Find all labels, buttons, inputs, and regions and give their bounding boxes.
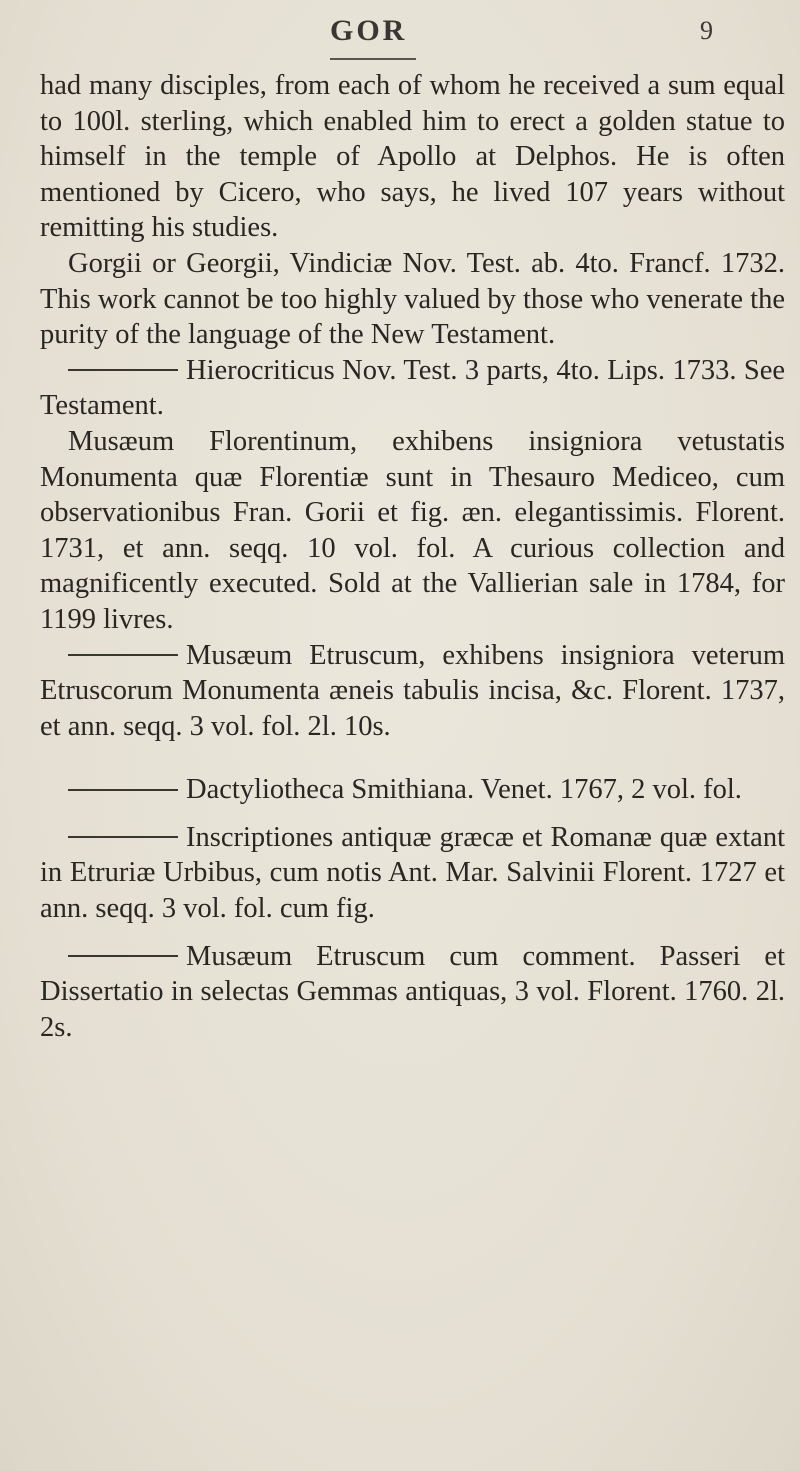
entry-florentinum: Musæum Florentinum, exhibens insigniora vetustatis Monumenta quæ Florentiæ sunt in Thesauro Mediceo, cum observationibus Fran. Gorii et fig. æn. elegantissimis. Florent. 1731, et ann. seqq. 10 vol. fol. A curious collection and magnificently executed. Sold at the Vallierian sale in 1784, for 1199 livres. [40,425,785,635]
header-rule [330,58,416,60]
spacer [40,808,785,820]
spacer [40,744,785,772]
entry-gorii: Gorgii or Georgii, Vindiciæ Nov. Test. ab. 4to. Francf. 1732. This work cannot be too highly valued by those who venerate the purity of the language of the New Testament. [40,247,785,351]
entry-hierocriticus-text: Hierocriticus Nov. Test. 3 parts, 4to. Lips. 1733. See Testament. [40,354,785,422]
entry-inscriptiones [40,820,785,927]
running-head [0,8,800,48]
entry-inscriptiones-text: Inscriptiones antiquæ græcæ et Romanæ quæ extant in Etruriæ Urbibus, cum notis Ant. Mar. Salvinii Florent. 1727 et ann. seqq. 3 vol. fol. cum fig. [40,821,785,925]
entry-hierocriticus [40,353,785,424]
ditto-dash [68,654,178,656]
entry-etruscum-comment-text: Musæum Etruscum cum comment. Passeri et Dissertatio in selectas Gemmas antiquas, 3 vol. Florent. 1760. 2l. 2s. [40,940,785,1043]
entry-dactyliotheca-text: Dactyliotheca Smithiana. Venet. 1767, 2 vol. fol. [186,774,742,806]
entry-dactyliotheca [40,772,785,808]
ditto-dash [68,789,178,791]
spacer [40,927,785,939]
entry-etruscum [40,638,785,745]
ditto-dash [68,369,178,371]
entry-etruscum-text: Musæum Etruscum, exhibens insigniora veterum Etruscorum Monumenta æneis tabulis incisa, &c. Florent. 1737, et ann. seqq. 3 vol. fol. 2l. 10s. [40,639,785,742]
page-number: 9 [700,16,713,45]
ditto-dash [68,955,178,957]
entry-etruscum-comment [40,939,785,1046]
body-text [40,68,785,1045]
entry-intro: had many disciples, from each of whom he received a sum equal to 100l. sterling, which enabled him to erect a golden statue to himself in the temple of Apollo at Delphos. He is often mentioned by Cicero, who says, he lived 107 years without remitting his studies. [40,70,785,244]
ditto-dash [68,836,178,838]
page-title: GOR [330,14,408,47]
